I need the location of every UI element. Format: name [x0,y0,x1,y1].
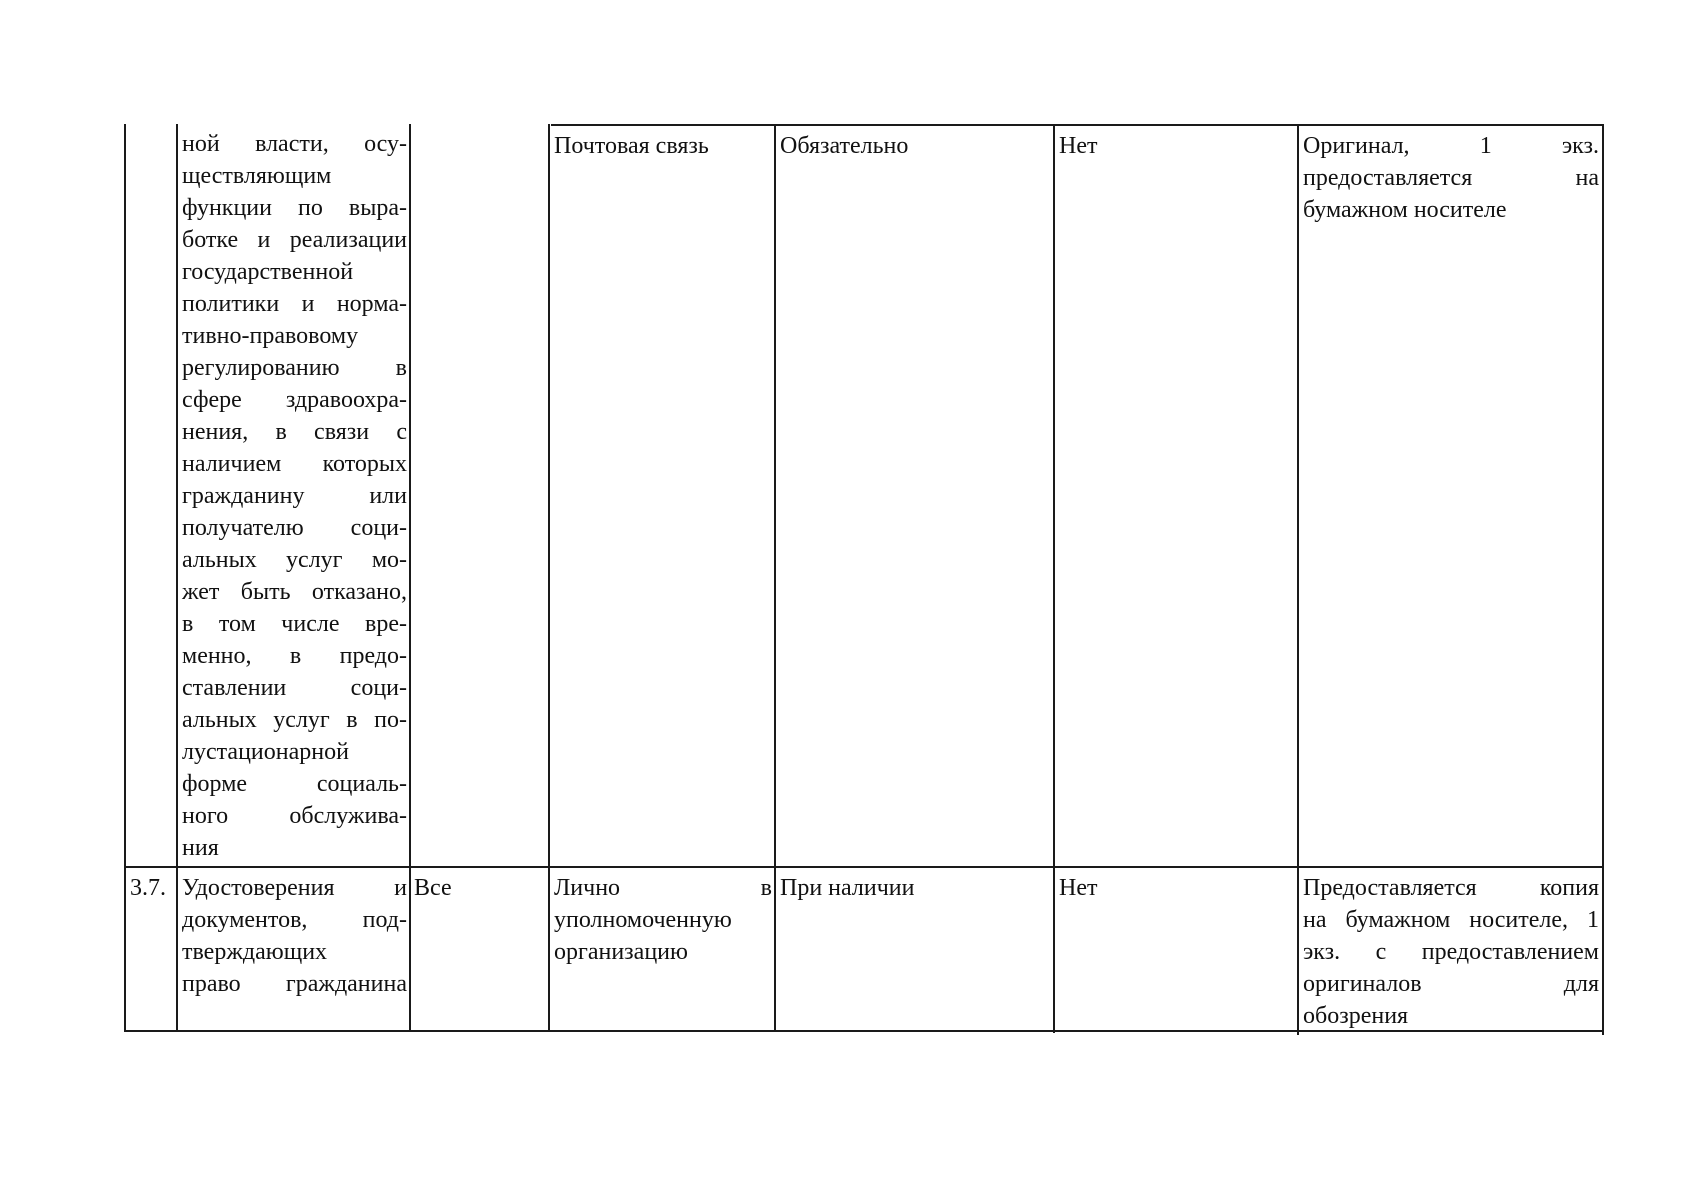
doc-line: наличием которых [182,451,407,477]
doc-line: форме социаль- [182,771,407,797]
doc-line: гражданину или [182,483,407,509]
doc-line: тверждающих [182,939,328,965]
doc-line: государственной [182,259,354,285]
table-border-left [124,124,126,1031]
row2-method-cell [554,872,772,968]
row1-method: Почтовая связь [554,133,709,159]
row2-interdept: Нет [1059,875,1098,901]
column-divider-method [774,124,776,1031]
doc-line: ществляющим [182,163,332,189]
method-line: организацию [554,939,688,965]
method-line: Лично в [554,875,772,901]
doc-line: альных услуг мо- [182,547,407,573]
row-divider [124,866,1604,868]
form-line: Оригинал, 1 экз. [1303,133,1599,159]
doc-line: регулированию в [182,355,407,381]
column-divider-interdept [1297,124,1299,1035]
column-divider-document [409,124,411,1031]
doc-line: документов, под- [182,907,407,933]
doc-line: право гражданина [182,971,407,997]
doc-line: Удостоверения и [182,875,407,901]
row2-form-cell [1303,872,1599,1032]
doc-line: альных услуг в по- [182,707,407,733]
form-line: экз. с предоставлением [1303,939,1599,965]
doc-line: нения, в связи с [182,419,407,445]
row1-interdept: Нет [1059,133,1098,159]
table-border-right [1602,124,1604,1035]
doc-line: ния [182,835,219,861]
form-line: на бумажном носителе, 1 [1303,907,1599,933]
doc-line: политики и норма- [182,291,407,317]
form-line: обозрения [1303,1003,1409,1029]
column-divider-requirement [1053,124,1055,1033]
doc-line: тивно-правовому [182,323,359,349]
doc-line: лустационарной [182,739,349,765]
method-line: уполномоченную [554,907,732,933]
row2-number: 3.7. [130,875,166,901]
column-divider-number [176,124,178,1031]
column-divider-category [548,124,550,1031]
doc-line: ботке и реализации [182,227,407,253]
form-line: бумажном носителе [1303,197,1507,223]
row2-document-cell [182,872,407,1000]
row1-form-cell [1303,130,1599,226]
form-line: Предоставляется копия [1303,875,1599,901]
doc-line: функции по выра- [182,195,407,221]
row1-document-cell [182,128,407,864]
form-line: оригиналов для [1303,971,1599,997]
doc-line: менно, в предо- [182,643,407,669]
row2-requirement: При наличии [780,875,915,901]
doc-line: получателю соци- [182,515,407,541]
table-border-top [551,124,1604,126]
doc-line: сфере здравоохра- [182,387,407,413]
doc-line: в том числе вре- [182,611,407,637]
doc-line: ной власти, осу- [182,131,407,157]
row2-category: Все [414,875,452,901]
doc-line: ставлении соци- [182,675,407,701]
doc-line: жет быть отказано, [182,579,407,605]
form-line: предоставляется на [1303,165,1599,191]
row1-requirement: Обязательно [780,133,909,159]
doc-line: ного обслужива- [182,803,407,829]
